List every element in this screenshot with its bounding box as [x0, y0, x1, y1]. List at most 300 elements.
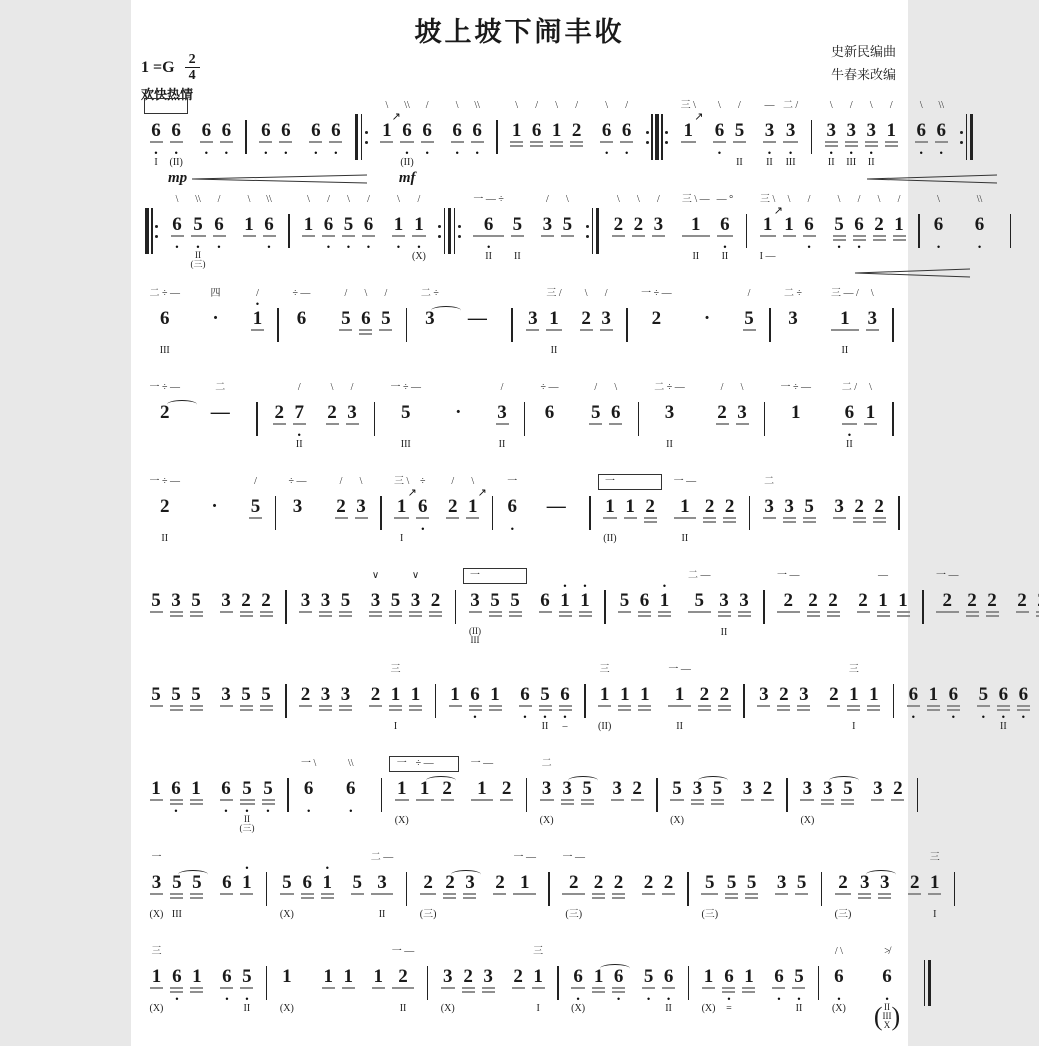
low-octave-dot: •	[224, 148, 228, 158]
low-octave-dot: •	[977, 242, 982, 252]
note	[931, 98, 951, 171]
note	[797, 756, 818, 829]
beam-1	[947, 705, 960, 707]
beam-2	[339, 615, 352, 617]
beam-lines	[369, 705, 382, 714]
beam-lines	[273, 423, 286, 432]
beam-lines	[289, 517, 307, 526]
note	[296, 568, 316, 641]
note-digit: 6	[221, 778, 231, 799]
note-group	[828, 286, 883, 359]
note	[351, 474, 371, 547]
note	[397, 98, 417, 186]
note-digit: 1	[560, 590, 570, 611]
stack-item: X	[883, 1020, 891, 1030]
beam-1	[877, 611, 890, 613]
beam-1	[579, 611, 592, 613]
low-octave-dot: •	[605, 148, 609, 158]
low-octave-dot: •	[334, 148, 338, 158]
note-group	[146, 474, 184, 547]
note	[259, 192, 279, 265]
note	[386, 568, 406, 641]
beam-lines	[847, 705, 860, 714]
beam-lines	[928, 893, 941, 902]
note-digit: 5	[512, 214, 523, 235]
system-line	[139, 98, 946, 186]
beam-lines	[380, 141, 393, 150]
note-group	[769, 944, 809, 1017]
note	[465, 568, 485, 645]
beam-lines	[741, 799, 754, 808]
note-digit: 2	[779, 684, 789, 705]
note-digit: 5	[191, 684, 201, 705]
note-group	[639, 944, 679, 1017]
note-digit: 2	[942, 590, 952, 611]
ornament-marks: \	[364, 288, 368, 299]
note	[547, 98, 567, 171]
note	[559, 850, 589, 923]
beam-1	[416, 517, 429, 519]
note	[528, 944, 548, 1017]
note-group	[712, 380, 752, 453]
note-digit: 2	[300, 684, 311, 705]
note	[187, 850, 207, 923]
beam-lines	[592, 893, 605, 902]
note	[256, 568, 276, 641]
beam-2	[873, 521, 886, 523]
beam-1	[395, 799, 409, 801]
beam-1	[936, 611, 959, 613]
beam-lines	[150, 987, 164, 996]
bar-thin	[638, 402, 640, 436]
beam-lines	[775, 893, 788, 902]
beam-2	[539, 709, 552, 711]
note	[236, 662, 256, 735]
low-octave-dot: •	[349, 806, 353, 816]
beam-1	[652, 235, 665, 237]
barline	[245, 120, 247, 154]
note	[387, 380, 425, 453]
barline	[526, 778, 528, 812]
beam-lines	[496, 423, 509, 432]
string-mark: I	[933, 909, 937, 920]
note-group	[256, 98, 296, 171]
note	[555, 568, 575, 641]
glissando-arrow: ↗	[407, 487, 417, 499]
note	[389, 192, 409, 265]
note	[507, 192, 527, 265]
beam-1	[691, 799, 704, 801]
note-group	[595, 662, 655, 735]
bar-thin	[954, 872, 956, 906]
note-digit: 6	[422, 120, 432, 141]
string-mark: II	[295, 439, 303, 450]
beam-2	[190, 803, 203, 805]
string-mark: II	[498, 439, 506, 450]
beam-2	[783, 521, 796, 523]
note	[1032, 568, 1039, 641]
beam-2	[170, 991, 183, 993]
note-digit: 3	[826, 120, 836, 141]
note-digit: 2	[581, 308, 591, 329]
beam-1	[260, 611, 273, 613]
bar-thin	[275, 496, 277, 530]
note-group	[739, 286, 759, 359]
note-digit: 5	[582, 778, 592, 799]
note-digit: 1	[343, 966, 354, 987]
low-octave-dot: •	[849, 148, 853, 158]
string-mark-stack	[469, 627, 481, 645]
barline	[285, 590, 287, 624]
note	[609, 944, 629, 1017]
beam-lines	[392, 987, 415, 996]
barline	[917, 778, 919, 812]
low-octave-dot: •	[245, 994, 249, 1004]
low-octave-dot: •	[154, 148, 158, 158]
bar-thin	[687, 872, 689, 906]
note-digit: 1	[930, 872, 940, 893]
string-mark: II	[999, 721, 1007, 732]
bar-thin	[626, 308, 628, 342]
note-digit: 5	[401, 402, 411, 423]
note-digit: 7	[294, 402, 304, 423]
beam-1	[742, 987, 755, 989]
beam-1	[539, 705, 552, 707]
beam-1	[322, 987, 335, 989]
beam-1	[473, 235, 504, 237]
beam-1	[795, 893, 808, 895]
low-octave-dot: •	[405, 148, 409, 158]
beam-1	[717, 235, 734, 237]
note-group	[216, 568, 276, 641]
low-octave-dot: •	[727, 994, 731, 1004]
ornament-marks: /	[657, 194, 660, 205]
ornament-marks: \	[584, 288, 588, 299]
note	[146, 568, 166, 641]
note-digit: 6	[472, 120, 482, 141]
note	[838, 380, 860, 453]
ornament-marks: 一 ÷ —	[149, 476, 180, 487]
beam-1	[150, 893, 164, 895]
barline	[818, 966, 820, 1000]
beam-1	[170, 893, 183, 895]
note-group	[146, 98, 188, 186]
note-group	[535, 568, 595, 641]
low-octave-dot: •	[847, 430, 851, 440]
note	[237, 850, 257, 923]
ornament-marks: \	[397, 194, 400, 205]
barline	[381, 778, 383, 812]
beam-1	[280, 893, 294, 895]
note-digit: 5	[490, 590, 500, 611]
note-digit: 3	[465, 872, 475, 893]
note-digit: 6	[418, 496, 428, 517]
beam-1	[871, 799, 884, 801]
stack-item: (三)	[190, 259, 206, 269]
low-octave-dot: •	[175, 242, 179, 252]
beam-1	[644, 517, 657, 519]
bar-thin	[1010, 214, 1012, 248]
beam-lines	[339, 705, 352, 714]
beam-lines	[908, 893, 921, 902]
beam-lines	[893, 235, 906, 244]
string-mark: (II)	[169, 157, 183, 168]
note-digit: 2	[808, 590, 818, 611]
beam-lines	[841, 799, 854, 808]
ornament-marks: 二 ÷ —	[654, 382, 685, 393]
note	[707, 756, 727, 829]
bar-thin	[266, 966, 268, 1000]
note	[376, 286, 396, 359]
beam-1	[335, 517, 348, 519]
note-digit: 5	[341, 308, 351, 329]
note	[799, 474, 819, 547]
note	[739, 286, 759, 359]
note	[607, 756, 627, 829]
repeat-dots	[365, 114, 368, 160]
note-digit: 3	[692, 778, 703, 799]
beam-lines	[561, 799, 574, 808]
note-digit: 5	[510, 590, 520, 611]
beam-1	[511, 235, 524, 237]
note-group	[697, 286, 717, 359]
note-digit: 3	[300, 590, 311, 611]
note	[586, 380, 606, 453]
bar-thick	[970, 114, 974, 160]
dynamic-marking: mp	[168, 170, 188, 186]
beam-lines	[541, 235, 554, 244]
beam-1	[150, 705, 163, 707]
note-digit: 3	[785, 120, 796, 141]
beam-lines	[299, 611, 312, 620]
beam-2	[530, 145, 543, 147]
note	[445, 662, 465, 735]
note-group	[447, 98, 487, 171]
barline	[427, 966, 429, 1000]
score-header	[131, 0, 908, 102]
note-digit: 5	[192, 872, 202, 893]
note-digit: 3	[410, 590, 421, 611]
beam-lines	[800, 799, 814, 808]
beam-1	[698, 705, 711, 707]
beam-2	[997, 709, 1010, 711]
beam-1	[738, 611, 751, 613]
beam-1	[510, 141, 523, 143]
beam-lines	[853, 517, 866, 526]
note-group	[824, 662, 884, 735]
note	[719, 944, 739, 1017]
note-digit: 2	[651, 308, 662, 329]
note-digit: 1	[605, 496, 615, 517]
string-mark: (X)	[701, 1003, 716, 1014]
note-digit: 6	[281, 120, 291, 141]
beam-2	[893, 239, 906, 241]
beam-lines	[562, 893, 585, 902]
barline	[892, 308, 894, 342]
ornament-marks: /	[451, 476, 455, 487]
note	[828, 286, 863, 359]
note-group	[269, 380, 309, 453]
beam-lines	[319, 611, 332, 620]
note-group	[929, 192, 949, 265]
beam-lines	[897, 611, 910, 620]
note-digit: 5	[794, 966, 804, 987]
note	[864, 662, 884, 735]
beam-1	[240, 705, 253, 707]
note-group	[285, 474, 310, 547]
note-group	[246, 474, 266, 547]
ornament-marks: /	[594, 382, 598, 393]
ornament-marks: /	[217, 194, 221, 205]
note-digit: 2	[967, 590, 977, 611]
bar-thin	[821, 872, 823, 906]
note	[694, 662, 714, 735]
beam-2	[885, 145, 898, 147]
beam-lines	[441, 799, 454, 808]
string-mark: II	[795, 1003, 803, 1014]
note	[799, 192, 819, 265]
beam-1	[833, 517, 846, 519]
beam-lines	[443, 893, 456, 902]
bar-thin	[380, 496, 382, 530]
note-digit: 1	[252, 308, 263, 329]
ornament-marks: /	[297, 382, 301, 393]
string-mark: (X)	[800, 815, 815, 826]
note-digit: 1	[468, 496, 478, 517]
beam-lines	[891, 799, 904, 808]
note-group	[331, 474, 371, 547]
stack-column	[191, 251, 206, 269]
dynamic-marking: mf	[398, 170, 416, 186]
note-digit: 1	[620, 684, 630, 705]
note	[903, 662, 923, 735]
beam-1	[631, 799, 644, 801]
ornament-marks: 一 —	[391, 946, 415, 957]
note-digit: 1	[192, 966, 202, 987]
note	[709, 98, 729, 171]
beam-1	[170, 141, 183, 143]
note-group	[416, 850, 480, 923]
note	[759, 98, 779, 171]
note	[299, 192, 319, 265]
beam-lines	[190, 987, 203, 996]
low-octave-dot: •	[717, 148, 722, 158]
string-mark: (X)	[412, 251, 426, 262]
note-digit: 6	[363, 214, 374, 235]
beam-lines	[512, 987, 525, 996]
glissando-arrow: ↗	[391, 111, 401, 123]
note-digit: 1	[282, 966, 292, 987]
low-octave-dot: •	[837, 242, 841, 252]
ornament-marks: 二 /	[782, 100, 799, 111]
note-digit: 1	[744, 966, 754, 987]
note-digit: 2	[699, 684, 710, 705]
beam-1	[733, 141, 746, 143]
beam-1	[559, 705, 572, 707]
note-digit: 5	[340, 590, 351, 611]
beam-1	[857, 611, 870, 613]
beam-1	[240, 611, 253, 613]
low-octave-dot: •	[366, 242, 371, 252]
note-digit: 1	[625, 496, 635, 517]
beam-lines	[541, 423, 559, 432]
ornament-marks: \\	[348, 758, 354, 769]
beam-lines	[510, 141, 523, 150]
low-octave-dot: •	[487, 242, 491, 252]
note-group	[239, 192, 279, 265]
string-mark: III	[171, 909, 182, 920]
barline	[548, 872, 550, 906]
beam-1	[821, 799, 834, 801]
beam-2	[867, 709, 880, 711]
note-group	[296, 662, 356, 735]
note	[828, 944, 849, 1017]
ornament-marks: 一	[470, 570, 480, 581]
note	[269, 380, 289, 453]
system-line	[139, 192, 985, 269]
beam-lines	[190, 705, 203, 714]
system-line	[139, 380, 900, 453]
beam-lines	[835, 893, 852, 902]
beam-1	[842, 423, 857, 425]
ornament-marks: 一 —	[673, 476, 697, 487]
note	[196, 98, 216, 171]
beam-1	[723, 517, 736, 519]
ornament-marks: \	[175, 194, 179, 205]
note-digit: 1	[549, 308, 559, 329]
ornament-marks: \	[829, 100, 833, 111]
beam-lines	[701, 893, 718, 902]
note-digit: 6	[402, 120, 412, 141]
ornament-marks: 一 —	[513, 852, 536, 863]
beam-1	[526, 329, 539, 331]
beam-2	[510, 145, 523, 147]
beam-1	[711, 799, 724, 801]
note	[317, 850, 337, 923]
low-octave-dot: •	[314, 148, 318, 158]
beam-1	[642, 893, 655, 895]
beam-lines	[986, 611, 999, 620]
bar-thin	[917, 778, 919, 812]
note-digit: ·	[703, 308, 711, 329]
note-group	[146, 662, 206, 735]
note-group	[677, 98, 704, 171]
note	[881, 98, 901, 171]
beam-2	[339, 709, 352, 711]
note-digit: 5	[242, 778, 252, 799]
beam-1	[372, 987, 385, 989]
beam-lines	[335, 517, 348, 526]
note-digit: 1	[784, 214, 794, 235]
beam-1	[409, 705, 422, 707]
beam-1	[190, 893, 203, 895]
beam-1	[893, 235, 906, 237]
beam-lines	[150, 517, 181, 526]
note	[615, 662, 635, 735]
note-digit: 1	[640, 684, 650, 705]
beam-2	[858, 897, 871, 899]
low-octave-dot: •	[523, 712, 527, 722]
note-digit: 2	[854, 496, 864, 517]
note	[470, 192, 508, 265]
bar-thin	[746, 214, 748, 248]
low-octave-dot: •	[284, 148, 288, 158]
note-digit: 1	[242, 872, 252, 893]
beam-1	[581, 799, 594, 801]
repeat-dots	[458, 208, 461, 254]
note	[774, 662, 794, 735]
low-octave-dot: •	[885, 994, 889, 1004]
